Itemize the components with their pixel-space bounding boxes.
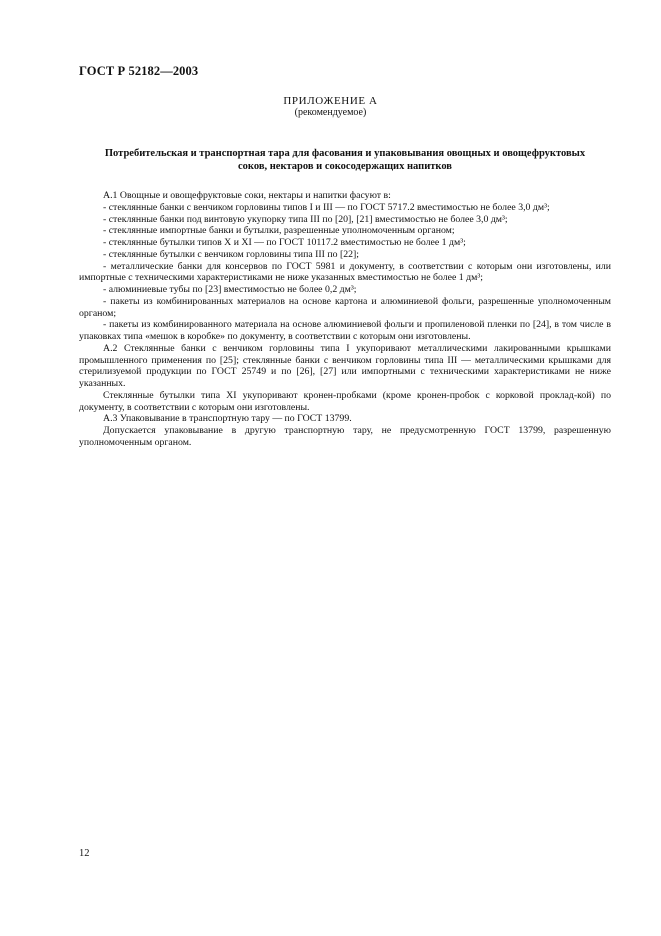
body-text xyxy=(79,190,611,449)
list-item-metal-cans: - металлические банки для консервов по ГОСТ 5981 и документу, в соответствии с которым они изготовлены, или импортные с техническими характеристиками не ниже указанных вместимостью не более 1 дм³; xyxy=(79,260,611,284)
document-header: ГОСТ Р 52182—2003 xyxy=(79,64,199,78)
list-item-glass-jars: - стеклянные банки с венчиком горловины типов I и III — по ГОСТ 5717.2 вместимостью не более 3,0 дм³; xyxy=(103,201,550,213)
section-title-line-1: Потребительская и транспортная тара для фасования и упаковывания овощных и овощефруктовых xyxy=(104,148,586,159)
list-item-foil-bags: - пакеты из комбинированного материала на основе алюминиевой фольги и пропиленовой пленки по [24], в том числе в упаковках типа «мешок в коробке» по документу, в соответствии с которым они изготовлены. xyxy=(79,319,611,342)
list-item-carton-packs: - пакеты из комбинированных материалов на основе картона и алюминиевой фольги, разрешенные уполномоченным органом; xyxy=(79,295,611,319)
paragraph-a2: А.2 Стеклянные банки с венчиком горловины типа I укупоривают металлическими лакированными крышками промышленного применения по [25]; стеклянные банки с венчиком горловины типа III — металлическими крышками для стерилизуемой продукции по ГОСТ 25749 и по [26], [27] или импортными с техническими характеристиками не ниже указанных. xyxy=(79,342,611,389)
page-number: 12 xyxy=(79,848,90,859)
list-item-glass-bottles: - стеклянные бутылки типов X и XI — по ГОСТ 10117.2 вместимостью не более 1 дм³; xyxy=(103,237,466,248)
list-item-aluminium-tubes: - алюминиевые тубы по [23] вместимостью не более 0,2 дм³; xyxy=(103,284,357,295)
list-item-screw-cap-jars: - стеклянные банки под винтовую укупорку типа III по [20], [21] вместимостью не более 3,0 дм³; xyxy=(103,213,508,225)
appendix-title: ПРИЛОЖЕНИЕ А xyxy=(283,95,378,107)
paragraph-a1-intro: А.1 Овощные и овощефруктовые соки, нектары и напитки фасуют в: xyxy=(103,190,391,201)
paragraph-a3: А.3 Упаковывание в транспортную тару — по ГОСТ 13799. xyxy=(103,413,352,425)
paragraph-bottles-xi: Стеклянные бутылки типа XI укупоривают кронен-пробками (кроме кронен-пробок с корковой проклад-кой) по документу, в соответствии с которым они изготовлены. xyxy=(79,389,611,413)
appendix-status: (рекомендуемое) xyxy=(294,107,367,118)
section-title-line-2: соков, нектаров и сокосодержащих напитков xyxy=(238,160,452,172)
section-title xyxy=(79,148,611,173)
list-item-imported-glass: - стеклянные импортные банки и бутылки, разрешенные уполномоченным органом; xyxy=(103,225,455,237)
paragraph-other-packaging: Допускается упаковывание в другую транспортную тару, не предусмотренную ГОСТ 13799, разрешенную уполномоченным органом. xyxy=(79,425,611,448)
list-item-bottles-type-iii: - стеклянные бутылки с венчиком горловины типа III по [22]; xyxy=(103,248,359,260)
